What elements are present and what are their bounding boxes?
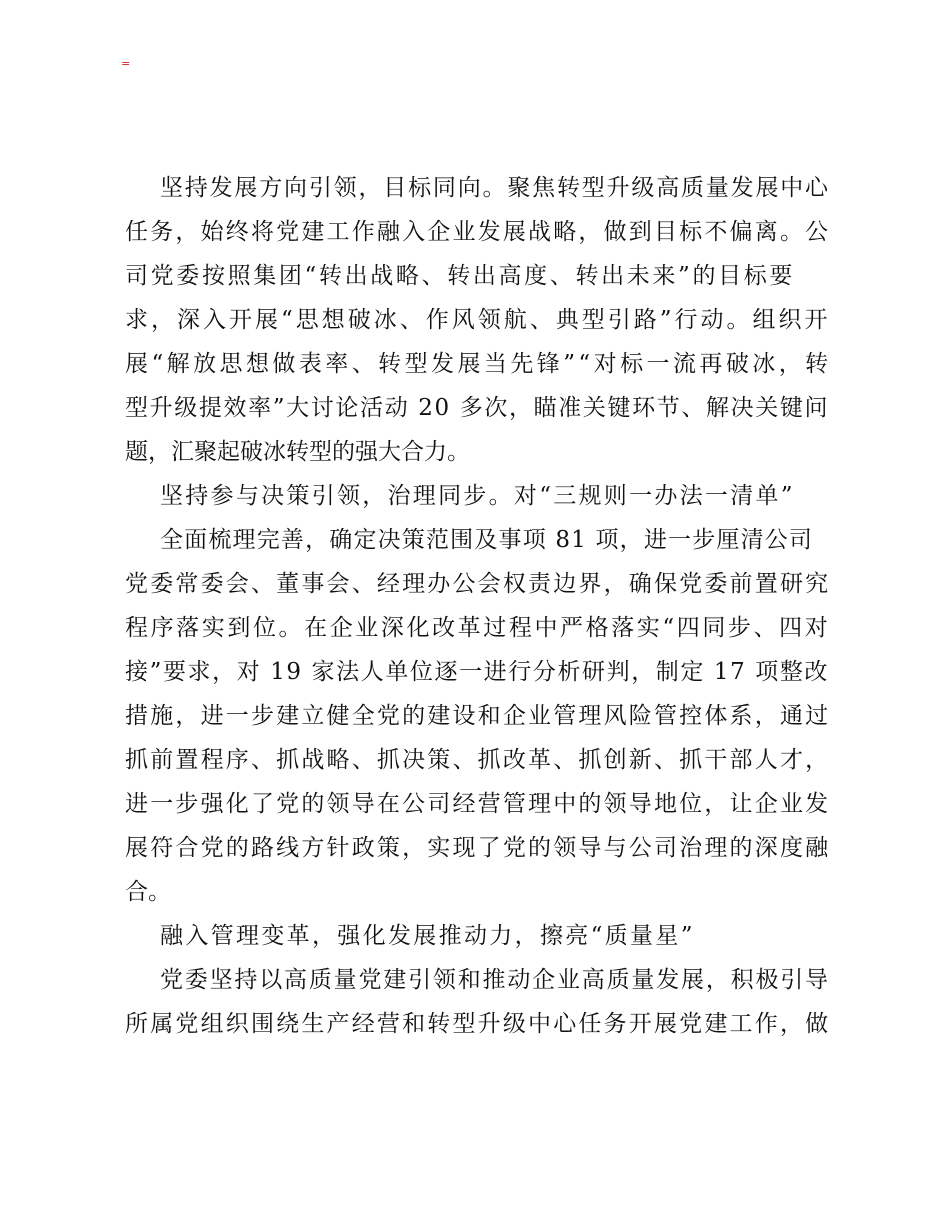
text-line-2: 任务，始终将党建工作融入企业发展战略，做到目标不偏离。公 bbox=[125, 219, 831, 245]
section-heading-1: 坚持参与决策引领，治理同步。对“三规则一办法一清单” bbox=[160, 483, 795, 509]
text-line-1: 坚持发展方向引领，目标同向。聚焦转型升级高质量发展中心 bbox=[160, 175, 830, 201]
corner-mark: = bbox=[121, 57, 131, 70]
section-heading-2: 融入管理变革，强化发展推动力，擦亮“质量星” bbox=[160, 923, 695, 949]
text-line-5: 展“解放思想做表率、转型发展当先锋”“对标一流再破冰，转 bbox=[125, 351, 832, 377]
text-line-6: 型升级提效率”大讨论活动 20 多次，瞄准关键环节、解决关键问 bbox=[125, 395, 830, 421]
text-line-12: 接”要求，对 19 家法人单位逐一进行分析研判，制定 17 项整改 bbox=[125, 659, 830, 685]
text-line-10: 党委常委会、董事会、经理办公会权责边界，确保党委前置研究 bbox=[125, 571, 831, 597]
text-line-15: 进一步强化了党的领导在公司经营管理中的领导地位，让企业发 bbox=[125, 791, 831, 817]
text-line-9: 全面梳理完善，确定决策范围及事项 81 项，进一步厘清公司 bbox=[160, 527, 814, 553]
text-line-3: 司党委按照集团“转出战略、转出高度、转出未来”的目标要 bbox=[125, 263, 796, 289]
text-line-17: 合。 bbox=[125, 879, 171, 905]
text-line-7: 题，汇聚起破冰转型的强大合力。 bbox=[125, 439, 470, 465]
text-line-20: 所属党组织围绕生产经营和转型升级中心任务开展党建工作，做 bbox=[125, 1011, 831, 1037]
text-line-4: 求，深入开展“思想破冰、作风领航、典型引路”行动。组织开 bbox=[125, 307, 831, 333]
text-line-14: 抓前置程序、抓战略、抓决策、抓改革、抓创新、抓干部人才， bbox=[125, 747, 831, 773]
text-line-11: 程序落实到位。在企业深化改革过程中严格落实“四同步、四对 bbox=[125, 615, 831, 641]
text-line-13: 措施，进一步建立健全党的建设和企业管理风险管控体系，通过 bbox=[125, 703, 831, 729]
text-line-16: 展符合党的路线方针政策，实现了党的领导与公司治理的深度融 bbox=[125, 835, 831, 861]
text-line-19: 党委坚持以高质量党建引领和推动企业高质量发展，积极引导 bbox=[160, 967, 830, 993]
